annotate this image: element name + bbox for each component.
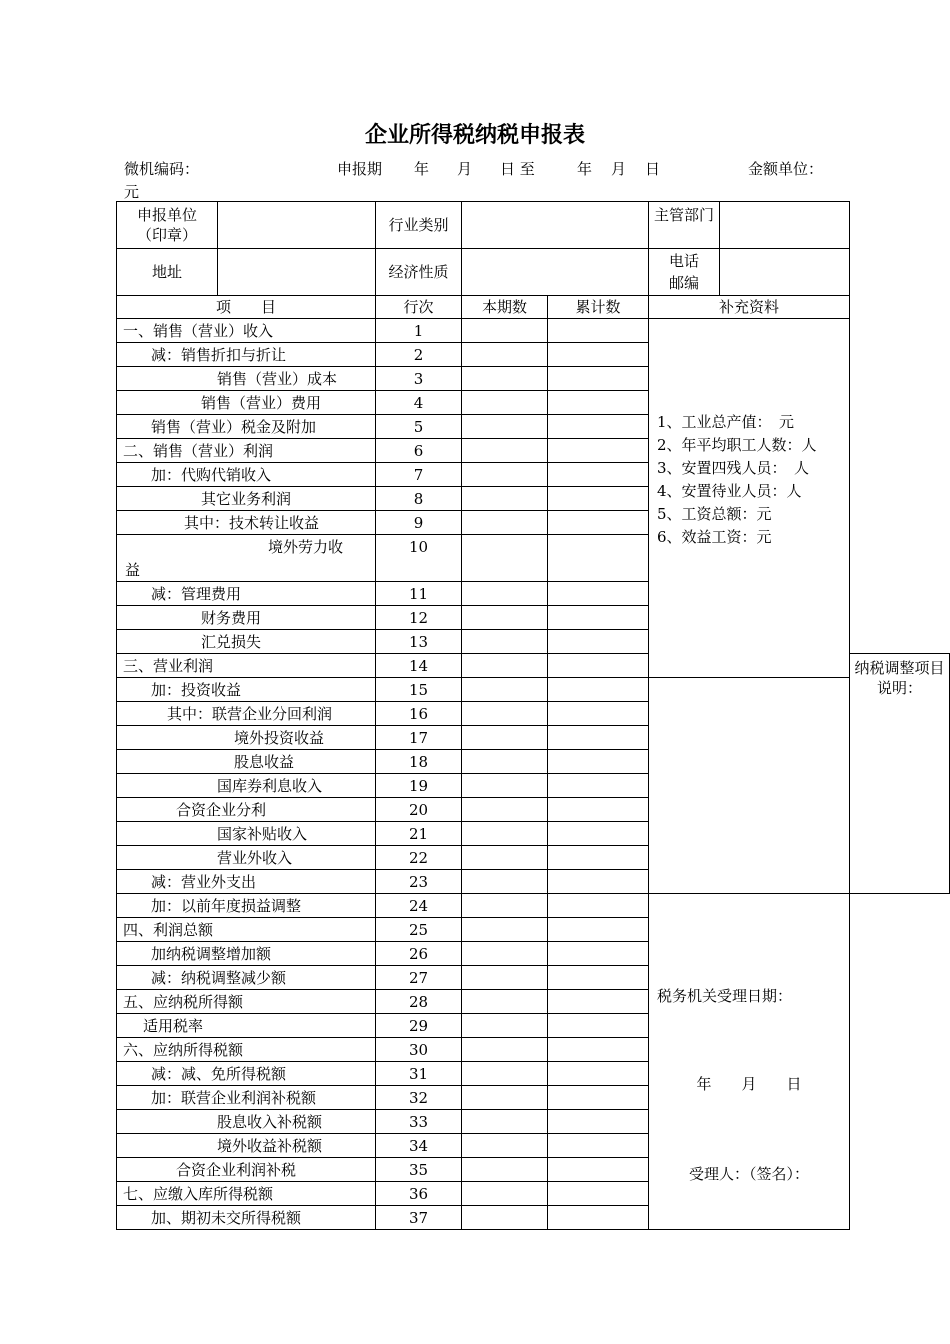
tax-adjustment-notes-box[interactable] xyxy=(850,654,950,894)
current-value-cell[interactable] xyxy=(462,1014,548,1038)
amount-unit-value: 元 xyxy=(124,183,140,201)
cumulative-value-cell[interactable] xyxy=(548,415,649,439)
cumulative-value-cell[interactable] xyxy=(548,870,649,894)
current-value-cell[interactable] xyxy=(462,726,548,750)
row-label: 股息收益 xyxy=(117,750,376,774)
cumulative-value-cell[interactable] xyxy=(548,894,649,918)
cumulative-value-cell[interactable] xyxy=(548,1182,649,1206)
row-number: 30 xyxy=(376,1038,462,1062)
current-value-cell[interactable] xyxy=(462,702,548,726)
table-row xyxy=(117,846,950,870)
table-row xyxy=(117,702,950,726)
row-number: 10 xyxy=(376,535,462,582)
current-value-cell[interactable] xyxy=(462,535,548,582)
row-number: 33 xyxy=(376,1110,462,1134)
cumulative-value-cell[interactable] xyxy=(548,1110,649,1134)
supplement-line: 3、安置四残人员： 人 xyxy=(657,459,810,477)
amount-unit-label: 金额单位： xyxy=(748,160,824,178)
info-row-unit xyxy=(117,202,950,249)
current-value-cell[interactable] xyxy=(462,630,548,654)
cumulative-value-cell[interactable] xyxy=(548,1134,649,1158)
row-number: 37 xyxy=(376,1206,462,1230)
row-label: 境外投资收益 xyxy=(117,726,376,750)
cumulative-value-cell[interactable] xyxy=(548,966,649,990)
current-value-cell[interactable] xyxy=(462,487,548,511)
row-number: 13 xyxy=(376,630,462,654)
row-label: 加、期初未交所得税额 xyxy=(117,1206,376,1230)
cumulative-value-cell[interactable] xyxy=(548,463,649,487)
table-row xyxy=(117,894,950,918)
cumulative-value-cell[interactable] xyxy=(548,535,649,582)
machine-code-label: 微机编码： xyxy=(124,160,200,178)
tax-office-date-ymd: 年 月 日 xyxy=(696,1075,802,1093)
cumulative-value-cell[interactable] xyxy=(548,1086,649,1110)
period-end-year: 年 xyxy=(577,160,593,178)
current-value-cell[interactable] xyxy=(462,1158,548,1182)
current-value-cell[interactable] xyxy=(462,439,548,463)
dept-value[interactable] xyxy=(720,202,850,249)
row-number: 32 xyxy=(376,1086,462,1110)
period-start-month: 月 xyxy=(457,160,473,178)
table-row xyxy=(117,726,950,750)
current-value-cell[interactable] xyxy=(462,1062,548,1086)
form-title: 企业所得税纳税申报表 xyxy=(364,123,585,148)
period-end-month: 月 xyxy=(611,160,627,178)
cumulative-value-cell[interactable] xyxy=(548,582,649,606)
cumulative-value-cell[interactable] xyxy=(548,391,649,415)
row-number: 18 xyxy=(376,750,462,774)
row-label: 加：投资收益 xyxy=(117,678,376,702)
row-label: 五、应纳税所得额 xyxy=(117,990,376,1014)
supplement-info-box xyxy=(649,319,850,678)
row-label: 境外劳力收 xyxy=(268,538,344,556)
tax-office-box xyxy=(649,894,850,1230)
current-value-cell[interactable] xyxy=(462,798,548,822)
cumulative-value-cell[interactable] xyxy=(548,846,649,870)
row-label: 六、应纳所得税额 xyxy=(117,1038,376,1062)
supplement-line: 5、工资总额：元 xyxy=(657,505,772,523)
row-number: 25 xyxy=(376,918,462,942)
cumulative-value-cell[interactable] xyxy=(548,487,649,511)
row-label: 加：以前年度损益调整 xyxy=(117,894,376,918)
row-number: 4 xyxy=(376,391,462,415)
current-value-cell[interactable] xyxy=(462,942,548,966)
table-row xyxy=(117,774,950,798)
econ-nature-label: 经济性质 xyxy=(376,249,462,296)
current-value-cell[interactable] xyxy=(462,1086,548,1110)
row-number: 12 xyxy=(376,606,462,630)
industry-value[interactable] xyxy=(462,202,649,249)
row-label: 适用税率 xyxy=(117,1014,376,1038)
cumulative-value-cell[interactable] xyxy=(548,750,649,774)
row-label: 国库券利息收入 xyxy=(117,774,376,798)
row-label: 合资企业分利 xyxy=(117,798,376,822)
row-number: 8 xyxy=(376,487,462,511)
row-number: 1 xyxy=(376,319,462,343)
row-label: 国家补贴收入 xyxy=(117,822,376,846)
info-row-address xyxy=(117,249,950,296)
row-label: 二、销售（营业）利润 xyxy=(117,439,376,463)
current-value-cell[interactable] xyxy=(462,750,548,774)
row-label: 财务费用 xyxy=(117,606,376,630)
row-number: 36 xyxy=(376,1182,462,1206)
cumulative-value-cell[interactable] xyxy=(548,822,649,846)
period-start-year: 年 xyxy=(414,160,430,178)
cumulative-value-cell[interactable] xyxy=(548,1206,649,1230)
table-row xyxy=(117,870,950,894)
cumulative-value-cell[interactable] xyxy=(548,702,649,726)
row-number: 9 xyxy=(376,511,462,535)
current-value-cell[interactable] xyxy=(462,1206,548,1230)
current-value-cell[interactable] xyxy=(462,1110,548,1134)
row-label: 销售（营业）成本 xyxy=(117,367,376,391)
phone-label: 电话 xyxy=(668,252,699,270)
row-number: 19 xyxy=(376,774,462,798)
cumulative-value-cell[interactable] xyxy=(548,1014,649,1038)
supplement-line: 6、效益工资：元 xyxy=(657,528,772,546)
table-row xyxy=(117,822,950,846)
current-value-cell[interactable] xyxy=(462,678,548,702)
current-value-cell[interactable] xyxy=(462,391,548,415)
current-value-cell[interactable] xyxy=(462,1038,548,1062)
row-number: 3 xyxy=(376,367,462,391)
current-value-cell[interactable] xyxy=(462,511,548,535)
current-value-cell[interactable] xyxy=(462,1134,548,1158)
declaring-unit-value[interactable] xyxy=(218,202,375,248)
row-label: 股息收入补税额 xyxy=(117,1110,376,1134)
col-supplement-header: 补充资料 xyxy=(649,296,850,319)
cumulative-value-cell[interactable] xyxy=(548,511,649,535)
tax-office-date-label: 税务机关受理日期： xyxy=(657,987,793,1005)
table-row xyxy=(117,750,950,774)
row-label: 减：纳税调整减少额 xyxy=(117,966,376,990)
row-number: 14 xyxy=(376,654,462,678)
row-label: 七、应缴入库所得税额 xyxy=(117,1182,376,1206)
row-label: 其中：技术转让收益 xyxy=(117,511,376,535)
cumulative-value-cell[interactable] xyxy=(548,654,649,678)
current-value-cell[interactable] xyxy=(462,606,548,630)
cumulative-value-cell[interactable] xyxy=(548,678,649,702)
row-number: 27 xyxy=(376,966,462,990)
row-label: 销售（营业）费用 xyxy=(117,391,376,415)
row-label: 四、利润总额 xyxy=(117,918,376,942)
row-number: 29 xyxy=(376,1014,462,1038)
cumulative-value-cell[interactable] xyxy=(548,774,649,798)
row-label: 境外收益补税额 xyxy=(117,1134,376,1158)
row-label: 一、销售（营业）收入 xyxy=(117,319,376,343)
current-value-cell[interactable] xyxy=(462,415,548,439)
row-label: 减：减、免所得税额 xyxy=(117,1062,376,1086)
col-cumulative-header: 累计数 xyxy=(548,296,649,319)
row-number: 21 xyxy=(376,822,462,846)
row-number: 15 xyxy=(376,678,462,702)
current-value-cell[interactable] xyxy=(462,319,548,343)
row-number: 23 xyxy=(376,870,462,894)
cumulative-value-cell[interactable] xyxy=(548,343,649,367)
current-value-cell[interactable] xyxy=(462,846,548,870)
dept-label: 主管部门 xyxy=(649,202,720,249)
table-row xyxy=(117,678,950,702)
cumulative-value-cell[interactable] xyxy=(548,1158,649,1182)
row-number: 26 xyxy=(376,942,462,966)
row-number: 16 xyxy=(376,702,462,726)
current-value-cell[interactable] xyxy=(462,1182,548,1206)
cumulative-value-cell[interactable] xyxy=(548,1062,649,1086)
row-number: 17 xyxy=(376,726,462,750)
econ-nature-value[interactable] xyxy=(462,249,649,296)
col-current-header: 本期数 xyxy=(462,296,548,319)
row-label: 合资企业利润补税 xyxy=(117,1158,376,1182)
table-row xyxy=(117,319,950,343)
cumulative-value-cell[interactable] xyxy=(548,630,649,654)
current-value-cell[interactable] xyxy=(462,774,548,798)
row-label: 减：管理费用 xyxy=(117,582,376,606)
col-item-header: 项 目 xyxy=(117,296,376,319)
cumulative-value-cell[interactable] xyxy=(548,319,649,343)
row-label: 加纳税调整增加额 xyxy=(117,942,376,966)
current-value-cell[interactable] xyxy=(462,654,548,678)
row-number: 6 xyxy=(376,439,462,463)
row-label: 加：代购代销收入 xyxy=(117,463,376,487)
column-header-row xyxy=(117,296,950,319)
period-end-day: 日 xyxy=(645,160,661,178)
table-row xyxy=(117,798,950,822)
cumulative-value-cell[interactable] xyxy=(548,1038,649,1062)
cumulative-value-cell[interactable] xyxy=(548,990,649,1014)
row-number: 22 xyxy=(376,846,462,870)
supplement-line: 2、年平均职工人数：人 xyxy=(657,436,817,454)
row-number: 24 xyxy=(376,894,462,918)
cumulative-value-cell[interactable] xyxy=(548,439,649,463)
address-value[interactable] xyxy=(218,249,375,295)
row-number: 7 xyxy=(376,463,462,487)
current-value-cell[interactable] xyxy=(462,870,548,894)
postcode-label: 邮编 xyxy=(668,274,699,292)
handler-signature-label: 受理人：（签名）： xyxy=(688,1165,809,1183)
row-number: 20 xyxy=(376,798,462,822)
declaring-unit-label: 申报单位 xyxy=(136,206,197,224)
tax-return-table xyxy=(116,201,950,1230)
row-number: 5 xyxy=(376,415,462,439)
col-rowno-header: 行次 xyxy=(376,296,462,319)
cumulative-value-cell[interactable] xyxy=(548,798,649,822)
industry-label: 行业类别 xyxy=(376,202,462,249)
seal-label: （印章） xyxy=(136,226,197,244)
row-label: 加：联营企业利润补税额 xyxy=(117,1086,376,1110)
period-label: 申报期 xyxy=(337,160,383,178)
cumulative-value-cell[interactable] xyxy=(548,918,649,942)
row-label: 减：销售折扣与折让 xyxy=(117,343,376,367)
current-value-cell[interactable] xyxy=(462,894,548,918)
current-value-cell[interactable] xyxy=(462,990,548,1014)
row-label: 其中：联营企业分回利润 xyxy=(117,702,376,726)
row-number: 11 xyxy=(376,582,462,606)
row-label: 减：营业外支出 xyxy=(117,870,376,894)
row-label: 销售（营业）税金及附加 xyxy=(117,415,376,439)
current-value-cell[interactable] xyxy=(462,966,548,990)
row-label: 营业外收入 xyxy=(117,846,376,870)
row-label: 汇兑损失 xyxy=(117,630,376,654)
row-label: 三、营业利润 xyxy=(117,654,376,678)
current-value-cell[interactable] xyxy=(462,918,548,942)
period-start-day: 日 至 xyxy=(500,160,535,178)
supplement-line: 1、工业总产值： 元 xyxy=(657,413,795,431)
cumulative-value-cell[interactable] xyxy=(548,726,649,750)
current-value-cell[interactable] xyxy=(462,822,548,846)
row-label-continuation: 益 xyxy=(125,561,141,579)
tax-adjustment-title: 纳税调整项目说明： xyxy=(854,659,945,697)
row-label: 其它业务利润 xyxy=(117,487,376,511)
current-value-cell[interactable] xyxy=(462,343,548,367)
phone-postcode-value[interactable] xyxy=(720,249,850,296)
row-number: 34 xyxy=(376,1134,462,1158)
address-label: 地址 xyxy=(117,249,218,295)
row-number: 35 xyxy=(376,1158,462,1182)
row-number: 31 xyxy=(376,1062,462,1086)
row-number: 28 xyxy=(376,990,462,1014)
row-number: 2 xyxy=(376,343,462,367)
cumulative-value-cell[interactable] xyxy=(548,367,649,391)
current-value-cell[interactable] xyxy=(462,367,548,391)
cumulative-value-cell[interactable] xyxy=(548,606,649,630)
current-value-cell[interactable] xyxy=(462,582,548,606)
supplement-line: 4、安置待业人员：人 xyxy=(657,482,802,500)
current-value-cell[interactable] xyxy=(462,463,548,487)
cumulative-value-cell[interactable] xyxy=(548,942,649,966)
